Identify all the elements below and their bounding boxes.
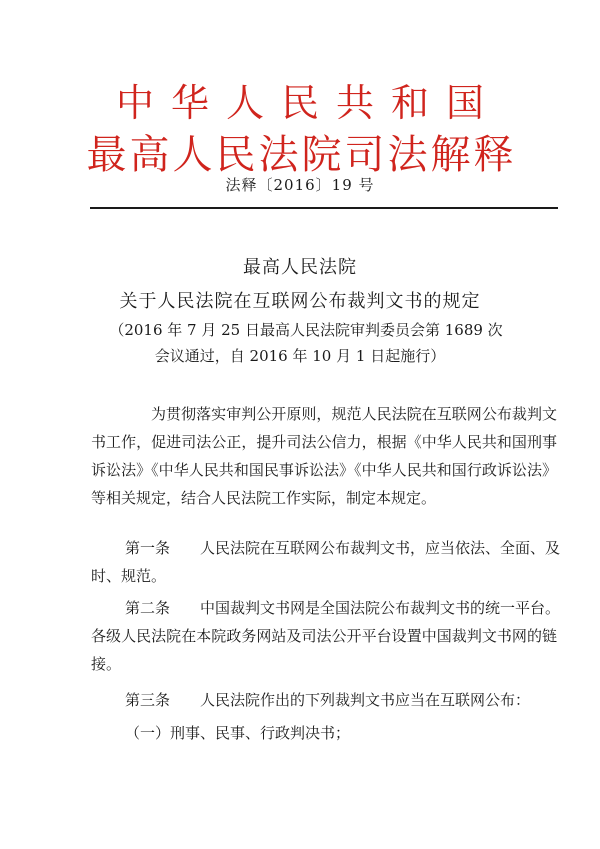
preamble-line: 书工作，促进司法公正，提升司法公信力，根据《中华人民共和国刑事	[91, 433, 557, 451]
article-line: 接。	[91, 655, 122, 673]
header-divider	[90, 207, 558, 209]
adoption-note-line-1: （2016 年 7 月 25 日最高人民法院审判委员会第 1689 次	[109, 321, 503, 339]
issuing-court: 最高人民法院	[243, 257, 357, 278]
preamble-paragraph	[91, 400, 557, 512]
article-line: 时、规范。	[91, 567, 167, 585]
article-3-paragraph	[91, 686, 557, 714]
article-line: 第三条 人民法院作出的下列裁判文书应当在互联网公布：	[125, 691, 531, 709]
header-title-interpretation: 最高人民法院司法解释	[86, 132, 517, 178]
article-line: 第二条 中国裁判文书网是全国法院公布裁判文书的统一平台。	[125, 599, 561, 617]
preamble-line: 为贯彻落实审判公开原则，规范人民法院在互联网公布裁判文	[151, 405, 557, 423]
list-item	[91, 719, 557, 747]
header-title-country: 中华人民共和国	[115, 81, 501, 125]
adoption-note-line-2: 会议通过，自 2016 年 10 月 1 日起施行）	[154, 347, 446, 365]
article-1-paragraph	[91, 534, 561, 590]
preamble-line: 等相关规定，结合人民法院工作实际，制定本规定。	[91, 489, 437, 507]
article-2-paragraph	[91, 594, 561, 678]
preamble-line: 诉讼法》《中华人民共和国民事诉讼法》《中华人民共和国行政诉讼法》	[91, 461, 557, 479]
article-line: 第一条 人民法院在互联网公布裁判文书，应当依法、全面、及	[125, 539, 561, 557]
document-number: 法释〔2016〕19 号	[225, 176, 375, 194]
list-item-text: （一）刑事、民事、行政判决书；	[125, 724, 351, 742]
document-title: 关于人民法院在互联网公布裁判文书的规定	[119, 291, 481, 312]
article-line: 各级人民法院在本院政务网站及司法公开平台设置中国裁判文书网的链	[91, 627, 557, 645]
